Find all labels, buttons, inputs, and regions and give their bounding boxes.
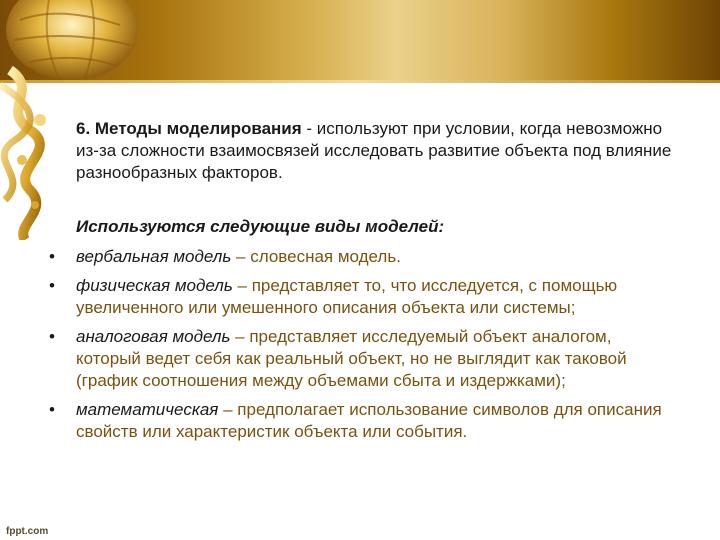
intro-paragraph: [76, 118, 676, 184]
model-term: математическая: [76, 400, 219, 419]
section-heading: 6. Методы моделирования: [76, 119, 302, 138]
model-term: физическая модель: [76, 276, 233, 295]
bullet-marker: •: [49, 327, 55, 346]
model-definition: – словесная модель.: [231, 247, 401, 266]
list-item: [0, 326, 676, 392]
model-term: аналоговая модель: [76, 327, 231, 346]
bullet-marker: •: [49, 247, 55, 266]
model-definition: – предполагает использование символов для описания свойств или характеристик объекта или события.: [76, 400, 662, 441]
bullet-marker: •: [49, 276, 55, 295]
model-definition: – представляет то, что исследуется, с помощью увеличенного или умешенного описания объекта или системы;: [76, 276, 618, 317]
list-item: [0, 246, 676, 268]
footer-logo[interactable]: fppt.com: [6, 526, 49, 537]
section-description: - используют при условии, когда невозможно из-за сложности взаимосвязей исследовать развитие объекта под влияние разнообразных факторов.: [76, 119, 672, 182]
models-subheading: Используются следующие виды моделей:: [76, 217, 445, 236]
model-term: вербальная модель: [76, 247, 232, 266]
list-item: [0, 399, 676, 443]
list-item: [0, 275, 676, 319]
model-definition: – представляет исследуемый объект аналогом, который ведет себя как реальный объект, но не выглядит как таковой (график соотношения между объемами сбыта и издержками);: [76, 327, 627, 390]
bullet-marker: •: [49, 400, 55, 419]
models-list: [0, 246, 720, 450]
